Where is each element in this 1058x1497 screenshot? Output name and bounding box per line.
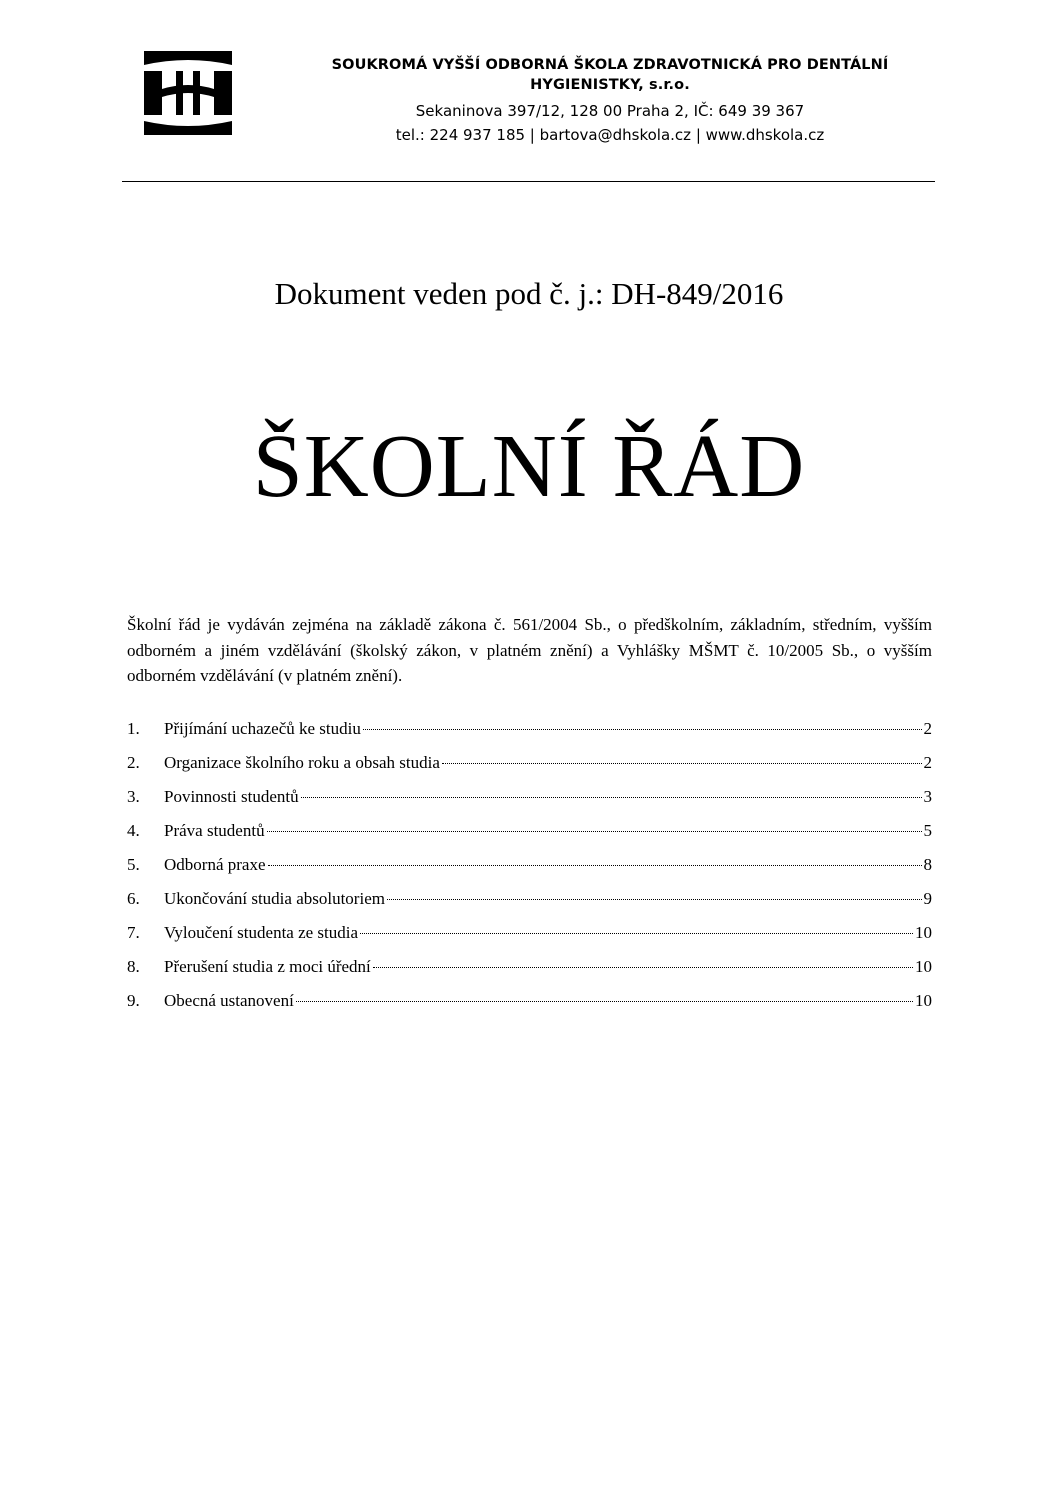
toc-number: 2. [127,753,140,772]
toc-entry[interactable] [127,787,932,821]
toc-label: Organizace školního roku a obsah studia [164,753,440,772]
toc-label: Přerušení studia z moci úřední [164,957,371,976]
document-reference: Dokument veden pod č. j.: DH-849/2016 [274,276,784,311]
toc-page: 8 [923,855,932,874]
document-title: ŠKOLNÍ ŘÁD [252,417,806,516]
toc-entry[interactable] [127,889,932,923]
toc-entry[interactable] [127,991,932,1025]
toc-number: 6. [127,889,140,908]
table-of-contents [127,719,932,1025]
toc-page: 2 [923,719,932,738]
toc-number: 8. [127,957,140,976]
toc-number: 1. [127,719,140,738]
header-divider [122,181,935,182]
school-contact: tel.: 224 937 185 | bartova@dhskola.cz | www.dhskola.cz [395,126,825,144]
toc-leader [363,729,922,730]
toc-page: 3 [923,787,932,806]
toc-page: 10 [915,957,932,976]
toc-entry[interactable] [127,753,932,787]
toc-page: 10 [915,923,932,942]
toc-entry[interactable] [127,923,932,957]
toc-entry[interactable] [127,821,932,855]
intro-paragraph: Školní řád je vydáván zejména na základě zákona č. 561/2004 Sb., o předškolním, základním, středním, vyšším odborném a jiném vzdělávání (školský zákon, v platném znění) a Vyhlášky MŠMT č. 10/2005 Sb., o vyšším odborném vzdělávání (v platném znění). [127,615,932,685]
toc-number: 7. [127,923,140,942]
toc-label: Povinnosti studentů [164,787,299,806]
toc-page: 10 [915,991,932,1010]
toc-leader [387,899,922,900]
toc-page: 5 [923,821,932,840]
toc-leader [268,865,922,866]
toc-number: 4. [127,821,140,840]
toc-number: 5. [127,855,140,874]
school-address: Sekaninova 397/12, 128 00 Praha 2, IČ: 649 39 367 [415,102,805,120]
toc-entry[interactable] [127,957,932,991]
toc-label: Odborná praxe [164,855,266,874]
toc-leader [360,933,913,934]
toc-entry[interactable] [127,855,932,889]
toc-label: Obecná ustanovení [164,991,294,1010]
toc-leader [267,831,922,832]
letterhead [300,55,920,147]
toc-leader [296,1001,913,1002]
toc-label: Přijímání uchazečů ke studiu [164,719,361,738]
toc-leader [442,763,922,764]
toc-entry[interactable] [127,719,932,753]
toc-label: Práva studentů [164,821,265,840]
toc-number: 3. [127,787,140,806]
toc-number: 9. [127,991,140,1010]
toc-page: 2 [923,753,932,772]
toc-leader [301,797,922,798]
school-logo-icon [140,45,236,141]
toc-leader [373,967,913,968]
school-name: SOUKROMÁ VYŠŠÍ ODBORNÁ ŠKOLA ZDRAVOTNICKÁ PRO DENTÁLNÍ HYGIENISTKY, s.r.o. [331,57,889,93]
toc-page: 9 [923,889,932,908]
toc-label: Vyloučení studenta ze studia [164,923,359,942]
toc-label: Ukončování studia absolutoriem [164,889,385,908]
